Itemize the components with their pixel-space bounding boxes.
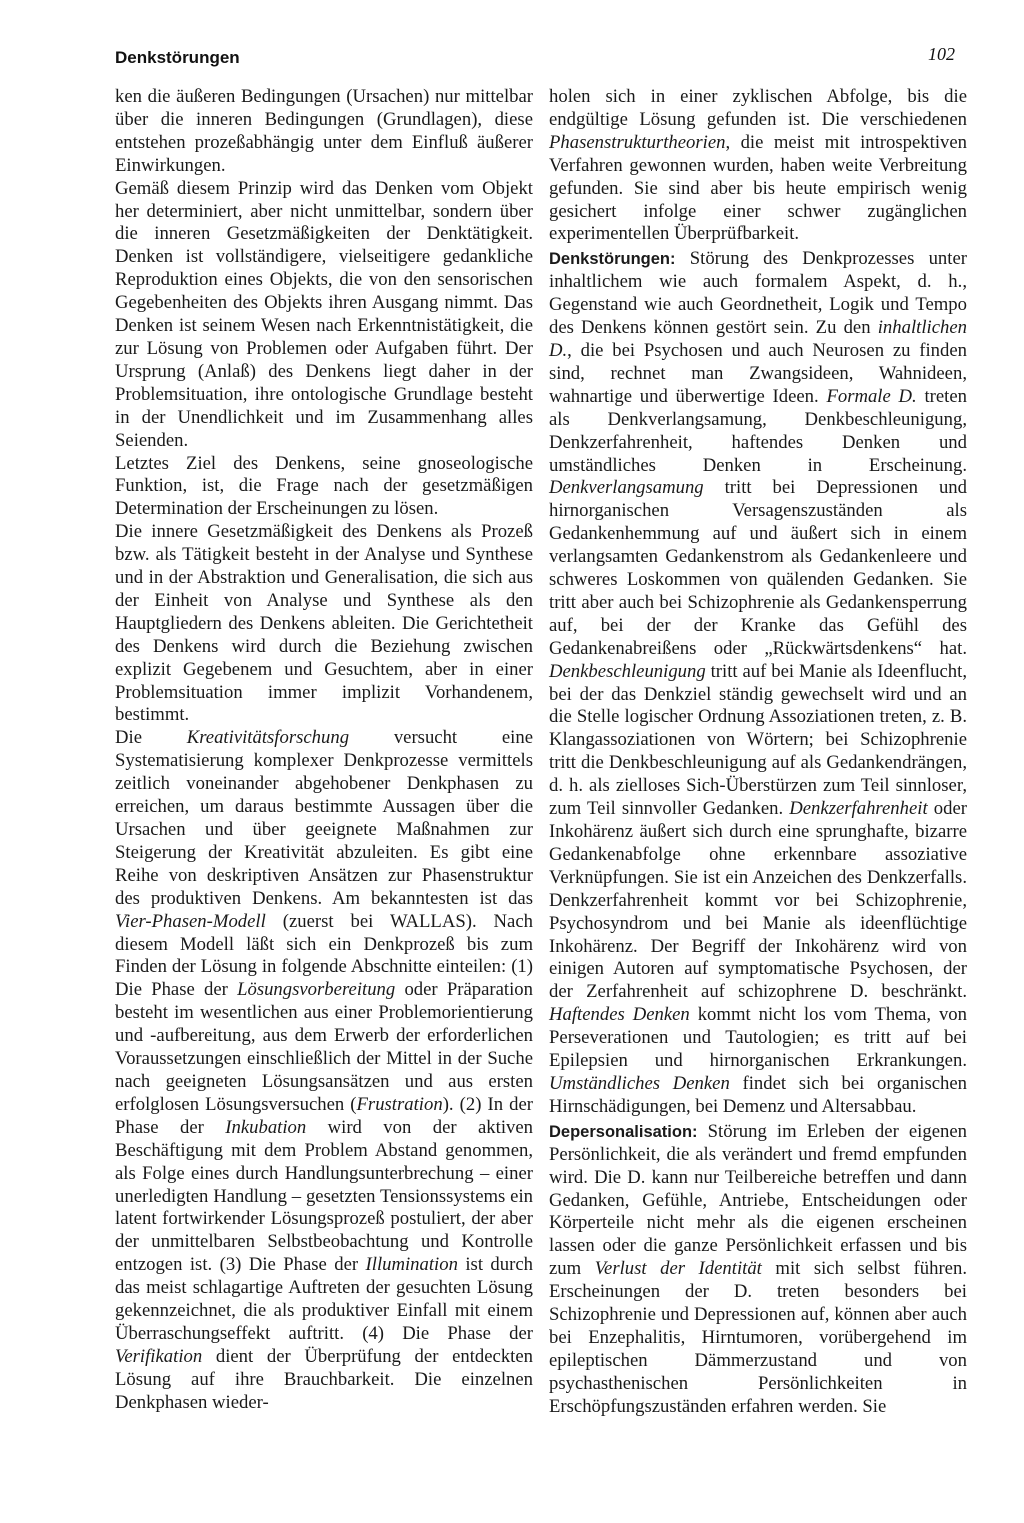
paragraph-continuation-right — [549, 86, 967, 246]
term-haftendes-denken: Haftendes Denken — [549, 1004, 690, 1026]
term-denkzerfahrenheit: Denkzerfahrenheit — [789, 798, 928, 820]
term-denkbeschleunigung: Denkbeschleunigung — [549, 660, 706, 682]
page-number: 102 — [928, 44, 955, 64]
text-run: , die meist mit introspektiven Verfahren gewonnen wurden, haben weite Verbreitung gefunden. Sie sind aber bis heute empirisch wenig gesichert infolge einer schwer zugänglichen experimentellen Überprüfbarkeit. — [549, 131, 967, 245]
text-run: dient der Überprüfung der entdeckten Lösung auf ihre Brauchbarkeit. Die einzelnen Denkphasen wieder- — [115, 1345, 533, 1413]
right-column — [549, 86, 967, 1419]
entry-depersonalisation — [549, 1121, 967, 1419]
paragraph-principle: Gemäß diesem Prinzip wird das Denken vom Objekt her determiniert, aber nicht unmittelbar, sondern über die inneren Gesetzmäßigkeiten der Denktätigkeit. Denken ist vollständigere, vielseitigere gedankliche Reproduktion eines Objekts, die von den sensorischen Gegebenheiten des Objekts ihren Ausgang nimmt. Das Denken ist seinem Wesen nach Erkenntnistätigkeit, die zur Lösung von Problemen oder Aufgaben führt. Der Ursprung (Anlaß) des Denkens liegt daher in der Problemsituation, ihre ontologische Grundlage besteht in der Unendlichkeit und im Zusammenhang alles Seienden. — [115, 177, 533, 451]
running-head: Denkstörungen — [115, 48, 240, 67]
text-run: versucht eine Systematisierung komplexer Denkprozesse vermittels zeitlich voneinander abgehobener Denkphasen zu erreichen, um daraus bestimmte Aussagen über die Ursachen und über geeignete Maßnahmen zur Steigerung der Kreativität abzuleiten. Es gibt eine Reihe von deskriptiven Ansätzen zur Phasenstruktur des produktiven Denkens. Am bekanntesten ist das — [115, 727, 534, 909]
term-formale-d: Formale D. — [826, 385, 917, 407]
text-run: holen sich in einer zyklischen Abfolge, bis die endgültige Lösung gefunden ist. Die verschiedenen — [549, 86, 967, 130]
text-run: findet sich bei organischen Hirnschädigungen, bei Demenz und Altersabbau. — [549, 1072, 967, 1117]
term-verifikation: Verifikation — [115, 1345, 203, 1367]
text-run: ). (2) In der Phase der — [115, 1093, 533, 1138]
term-umstaendliches-denken: Umständliches Denken — [549, 1072, 730, 1094]
paragraph-lawfulness: Die innere Gesetzmäßigkeit des Denkens als Prozeß bzw. als Tätigkeit besteht in der Analyse und Synthese und in der Abstraktion und Generalisation, die sich aus der Einheit von Analyse und Synthese als den Hauptgliedern des Denkens ableiten. Die Gerichtetheit des Denkens wird durch die Beziehung zwischen explizit Gegebenem und Gesuchtem, aber in einer Problemsituation immer implizit Vorhandenem, bestimmt. — [115, 521, 533, 726]
text-run: tritt auf bei Manie als Ideenflucht, bei der das Denkziel ständig gewechselt wird und an die Stelle logischer Ordnung Assoziationen treten, z. B. Klangassoziationen von Wörtern; bei Schizophrenie tritt die Denkbeschleunigung auf als Gedankendrängen, d. h. als zielloses Sich-Überstürzen zum Teil sinnloser, zum Teil sinnvoller Gedanken. — [549, 660, 967, 820]
text-run: Störung im Erleben der eigenen Persönlichkeit, die als verändert und fremd empfunden wird. Die D. kann nur Teilbereiche betreffen und dann Gedanken, Gefühle, Antriebe, Entscheidungen oder Körperteile nicht mehr als die eigenen erscheinen lassen oder die ganze Persönlichkeit erfassen und bis zum — [549, 1120, 967, 1280]
text-run: oder Präparation besteht im wesentlichen aus einer Problemorientierung und -aufbereitung, aus dem Erwerb der erforderlichen Voraussetzungen einschließlich der Mittel in der Suche nach geeigneten Lösungsansätzen und aus ersten erfolglosen Lösungsversuchen ( — [115, 979, 533, 1115]
text-run: wird von der aktiven Beschäftigung mit dem Problem Abstand genommen, als Folge eines durch Handlungsunterbrechung – einer unerledigten Handlung – gesetzten Tensionssystems ein latent fortwirkender Lösungsprozeß postuliert, der aber der unmittelbaren Selbstbeobachtung und Kontrolle entzogen ist. (3) Die Phase der — [115, 1116, 533, 1276]
entry-headword: Denkstörungen: — [549, 250, 676, 269]
term-kreativitaetsforschung: Kreativitätsforschung — [186, 727, 350, 749]
term-loesungsvorbereitung: Lösungsvorbereitung — [237, 979, 396, 1001]
term-vier-phasen-modell: Vier-Phasen-Modell — [115, 910, 266, 932]
text-run: tritt bei Depressionen und hirnorganischen Versagenszuständen als Gedankenhemmung auf und äußert sich in einem verlangsamten Gedankenstrom als Gedankenleere und schweres Loskommen von quälenden Gedanken. Sie tritt aber auch bei Schizophrenie als Gedankensperrung auf, bei der der Kranke das Gefühl des Gedankenabreißens oder „Rückwärtsdenkens“ hat. — [549, 477, 967, 659]
text-run: Die — [115, 727, 187, 749]
term-verlust-der-identitaet: Verlust der Identität — [594, 1258, 762, 1280]
text-run: ist durch das meist schlagartige Auftreten der gesuchten Lösung gekennzeichnet, die als produktiver Einfall mit einem Überraschungseffekt auftritt. (4) Die Phase der — [115, 1254, 533, 1344]
term-inhaltliche-d: inhaltlichen D. — [549, 317, 967, 361]
term-frustration: Frustration — [356, 1093, 443, 1115]
text-run: Störung des Denkprozesses unter inhaltlichem wie auch formalem Aspekt, d. h., Gegenstand wie auch Geordnetheit, Logik und Tempo des Denkens können gestört sein. Zu den — [549, 248, 967, 339]
text-run: oder Inkohärenz äußert sich durch eine sprunghafte, bizarre Gedankenabfolge ohne erkennbare assoziative Verknüpfungen. Sie ist ein Anzeichen des Denkzerfalls. Denkzerfahrenheit kommt vor bei Schizophrenie, Psychosyndrom und bei Manie als ideenflüchtige Inkohärenz. Der Begriff der Inkohärenz wird von einigen Autoren auf symptomatische Psychosen, der der Zerfahrenheit auf schizophrene D. beschränkt. — [549, 798, 967, 1003]
text-run: treten als Denkverlangsamung, Denkbeschleunigung, Denkzerfahrenheit, haftendes Denken und umständliches Denken in Erscheinung. — [549, 385, 968, 476]
term-illumination: Illumination — [365, 1254, 458, 1276]
text-run: (zuerst bei WALLAS). Nach diesem Modell läßt sich ein Denkprozeß bis zum Finden der Lösung in folgende Abschnitte einteilen: (1) Die Phase der — [115, 910, 533, 1001]
paragraph-goal: Letztes Ziel des Denkens, seine gnoseologische Funktion, ist, die Frage nach der gesetzmäßigen Determination der Erscheinungen zu lösen. — [115, 452, 533, 520]
text-run: kommt nicht los vom Thema, von Perseverationen und Tautologien; es tritt auf bei Epilepsien und hirnorganischen Erkrankungen. — [549, 1004, 967, 1072]
paragraph-continuation: ken die äußeren Bedingungen (Ursachen) nur mittelbar über die inneren Bedingungen (Grundlagen), diese entstehen prozeßabhängig unter dem Einfluß äußerer Einwirkungen. — [115, 86, 533, 176]
text-run: mit sich selbst führen. Erscheinungen der D. treten besonders bei Schizophrenie und Depressionen auf, können aber auch bei Enzephalitis, Hirntumoren, vorübergehend im epileptischen Dämmerzustand und von psychasthenischen Persönlichkeiten in Erschöpfungszuständen erfahren werden. Sie — [549, 1258, 967, 1417]
term-phasenstrukturtheorien: Phasenstrukturtheorien — [549, 131, 726, 153]
text-run: , die bei Psychosen und auch Neurosen zu finden sind, rechnet man Zwangsideen, Wahnideen, wahnartige und überwertige Ideen. — [549, 339, 967, 407]
entry-denkstoerungen — [549, 248, 967, 1118]
term-inkubation: Inkubation — [225, 1116, 307, 1138]
entry-headword: Depersonalisation: — [549, 1122, 698, 1141]
paragraph-creativity — [115, 727, 533, 1414]
left-column — [115, 86, 533, 1415]
term-denkverlangsamung: Denkverlangsamung — [549, 477, 704, 499]
